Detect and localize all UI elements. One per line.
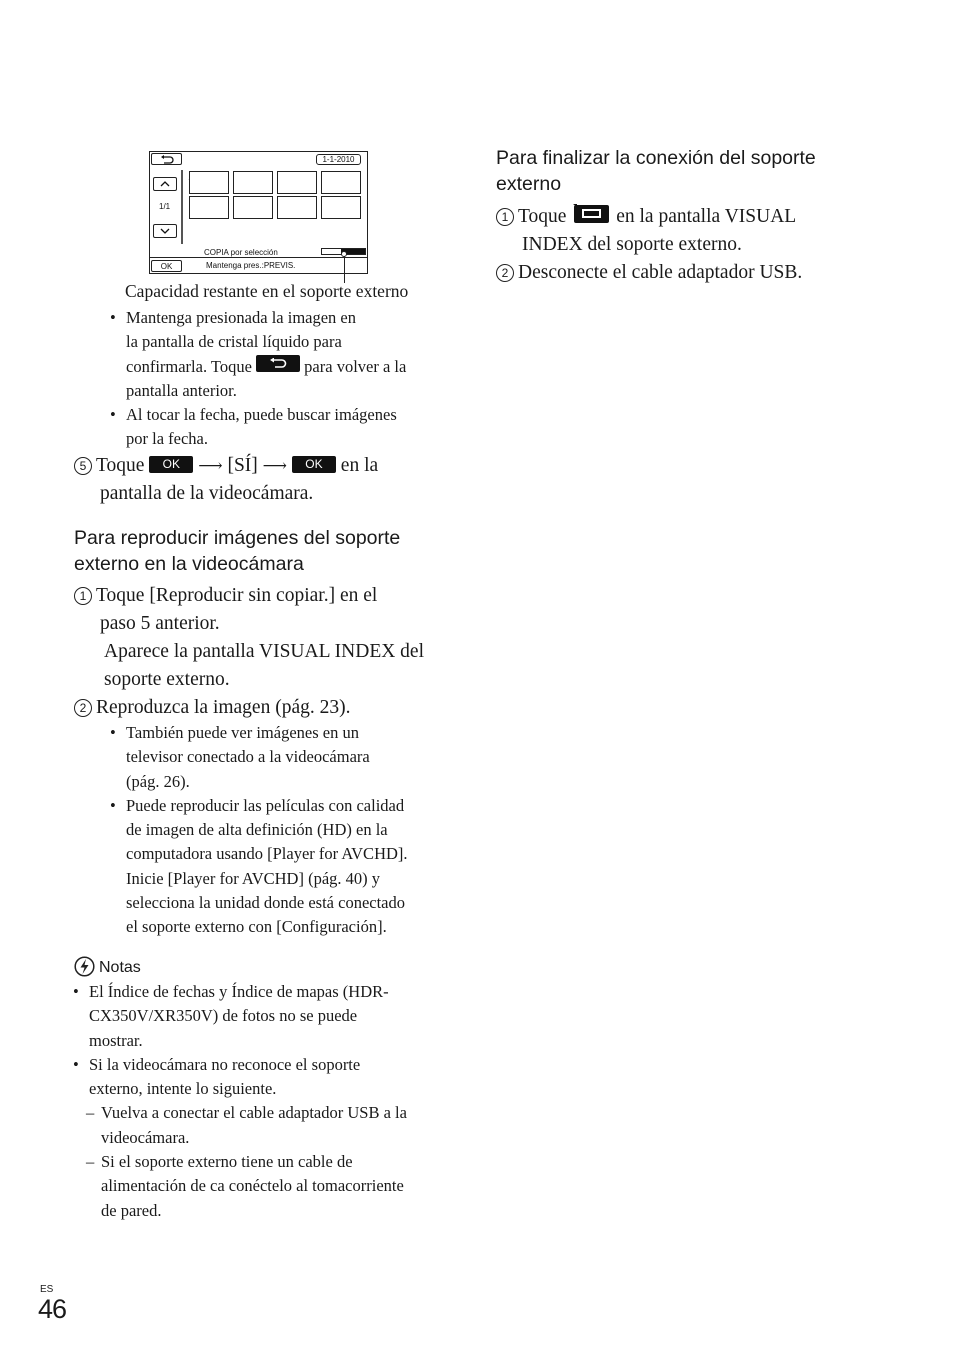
ok-icon: OK (149, 456, 193, 473)
notes-title: Notas (99, 959, 141, 976)
screen-illustration (149, 151, 368, 274)
thumbnail (233, 171, 273, 194)
thumbnail (277, 196, 317, 219)
camera-mode-icon (571, 202, 611, 224)
step-2: 2 Reproduzca la imagen (pág. 23). (74, 694, 454, 722)
list-item: – Vuelva a conectar el cable adaptador USB a la videocámara. (71, 1101, 453, 1150)
hold-preview-label: Mantenga pres.:PREVIS. (206, 261, 296, 270)
thumbnail (277, 171, 317, 194)
bullet-list (108, 721, 453, 940)
date-button: 1-1-2010 (316, 154, 361, 165)
step-number: 5 (74, 457, 92, 475)
step-1: 1 Toque [Reproducir sin copiar.] en el paso 5 anterior. Aparece la pantalla VISUAL INDEX del soporte externo. (74, 582, 454, 694)
notes-header (74, 956, 141, 978)
step-list: 1 Toque en la pantalla VISUAL INDEX del soporte externo. 2 Desconecte el cable adaptador USB. (496, 202, 916, 287)
arrow-right-icon: ⟶ (262, 456, 288, 475)
back-icon (256, 355, 300, 372)
step-5: 5 Toque OK ⟶ [SÍ] ⟶ OK en la pantalla de la videocámara. (74, 452, 454, 508)
copy-selection-label: COPIA por selección (204, 248, 278, 257)
step-number: 1 (496, 208, 514, 226)
thumbnail (189, 196, 229, 219)
page-indicator: 1/1 (159, 202, 171, 211)
thumbnail (189, 171, 229, 194)
bullet-list (108, 306, 453, 452)
scroll-up-icon (153, 177, 177, 191)
list-item: • Si la videocámara no reconoce el soporte externo, intente lo siguiente. (71, 1053, 453, 1102)
language-code: ES (40, 1284, 54, 1295)
list-item: – Si el soporte externo tiene un cable de alimentación de ca conéctelo al tomacorriente de pared. (71, 1150, 453, 1223)
section-heading: Para reproducir imágenes del soporte externo en la videocámara (74, 527, 401, 575)
notes-icon (74, 956, 95, 977)
back-button-icon (151, 153, 182, 165)
thumbnail (233, 196, 273, 219)
step-2: 2 Desconecte el cable adaptador USB. (496, 259, 916, 287)
callout-dot (341, 251, 347, 257)
step-number: 1 (74, 587, 92, 605)
notes-list (71, 980, 453, 1223)
scrollbar (181, 170, 183, 244)
list-item: • También puede ver imágenes en un televisor conectado a la videocámara (pág. 26). (108, 721, 453, 794)
page-number: 46 (38, 1294, 67, 1324)
step-number: 2 (496, 264, 514, 282)
callout-label: Capacidad restante en el soporte externo (125, 281, 409, 301)
step-1: 1 Toque en la pantalla VISUAL (496, 202, 916, 231)
ok-button: OK (151, 260, 182, 272)
list-item: • El Índice de fechas y Índice de mapas (HDR- CX350V/XR350V) de fotos no se puede mostrar. (71, 980, 453, 1053)
thumbnail (321, 196, 361, 219)
step-number: 2 (74, 699, 92, 717)
thumbnail (321, 171, 361, 194)
divider (150, 257, 367, 258)
list-item: • Puede reproducir las películas con calidad de imagen de alta definición (HD) en la computadora usando [Player for AVCHD]. Inicie [Player for AVCHD] (pág. 40) y selecciona la unidad donde está conectado el soporte externo con [Configuración]. (108, 794, 453, 940)
arrow-right-icon: ⟶ (198, 456, 223, 475)
section-heading: Para finalizar la conexión del soporte externo (496, 147, 816, 195)
ok-icon: OK (292, 456, 336, 473)
list-item: • Al tocar la fecha, puede buscar imágenes por la fecha. (108, 403, 453, 452)
step-list (74, 582, 454, 722)
list-item: • Mantenga presionada la imagen en la pantalla de cristal líquido para confirmarla. Toque para volver a la pantalla anterior. (108, 306, 453, 403)
scroll-down-icon (153, 224, 177, 238)
